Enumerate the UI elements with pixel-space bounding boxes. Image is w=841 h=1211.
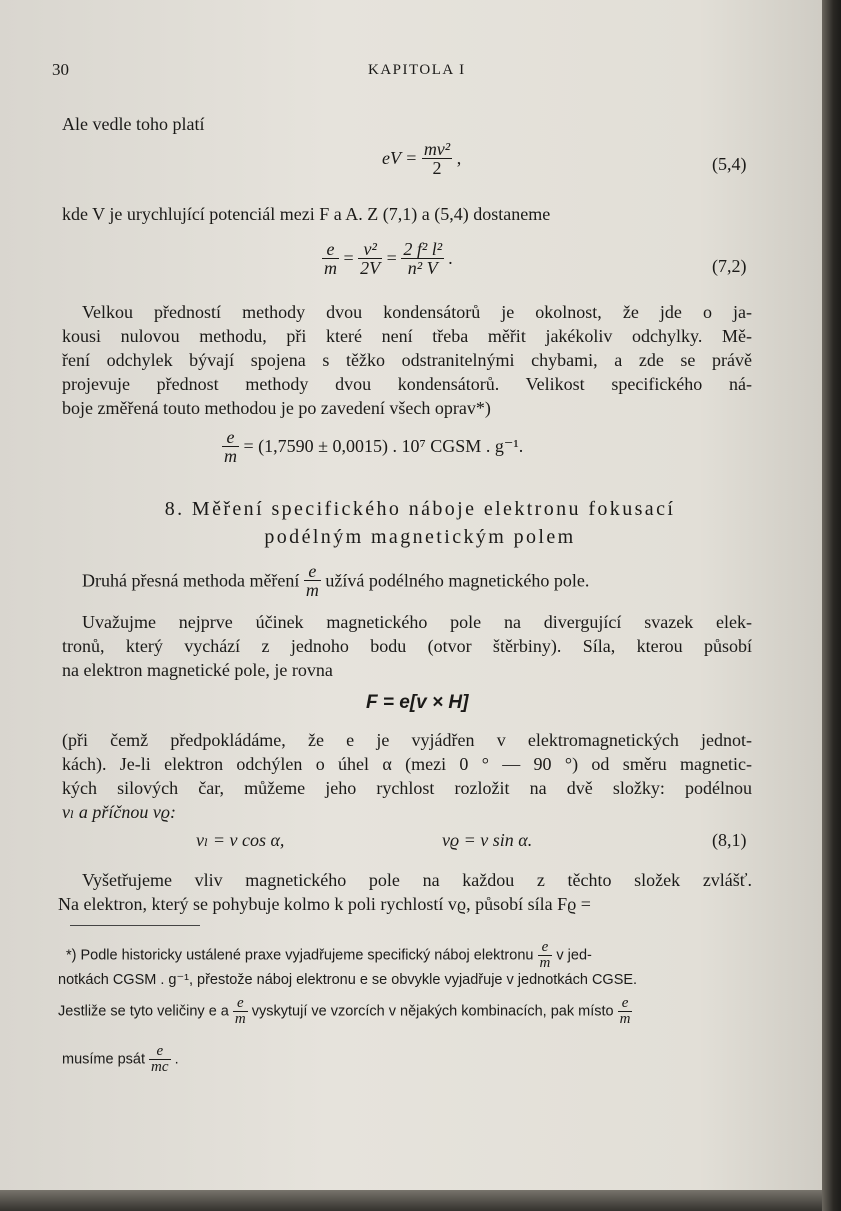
section-heading: 8. Měření specifického náboje elektronu fokusací	[164, 498, 676, 520]
fraction-numerator: 2 f² l²	[403, 239, 443, 259]
text-span: Jestliže se tyto veličiny e a	[58, 1003, 229, 1020]
paragraph-line: tronů, který vychází z jednoho bodu (otvor štěrbiny). Síla, kterou působí	[62, 636, 752, 656]
text-line: kde V je urychlující potenciál mezi F a A. Z (7,1) a (5,4) dostaneme	[62, 204, 551, 224]
running-head: KAPITOLA I	[368, 62, 466, 78]
fraction-numerator: v²	[363, 239, 377, 259]
fraction-denominator: m	[234, 1011, 246, 1027]
paragraph-line: Uvažujme nejprve účinek magnetického pole na divergující svazek elek-	[82, 612, 752, 632]
fraction-numerator: mv²	[423, 139, 451, 159]
paragraph-line: ření odchylek bývají spojena s těžko odstranitelnými chybami, a zde se právě	[62, 350, 752, 370]
eq-fraction	[222, 428, 239, 465]
eq-fraction	[538, 940, 553, 971]
fraction-numerator: e	[226, 427, 235, 447]
fraction-denominator: mc	[151, 1059, 169, 1075]
text-span: Druhá přesná methoda měření	[82, 570, 300, 591]
equation-7-2: $\frac{e}{m}$ = $\frac{\text{v²}}{2V}$ = $\frac{\text{2 f² l²}}{\text{n² V}}$ .	[324, 239, 454, 278]
eq-fraction	[304, 562, 321, 599]
equation-8-1-part: vₗ = v cos α,	[196, 830, 285, 850]
eq-fraction	[618, 996, 633, 1027]
section-heading: podélným magnetickým polem	[264, 526, 576, 548]
equation-number: (7,2)	[712, 256, 747, 276]
text-span: v jed-	[556, 947, 592, 964]
equals-sign: =	[343, 248, 354, 268]
fraction-denominator: 2	[422, 158, 452, 177]
page-number: 30	[52, 60, 69, 79]
fraction-denominator: m	[619, 1011, 631, 1027]
text-span: užívá podélného magnetického pole.	[325, 570, 590, 591]
text-line: Ale vedle toho platí	[62, 114, 205, 134]
eq-fraction	[401, 240, 444, 277]
fraction-numerator: e	[621, 995, 629, 1011]
paragraph-line	[82, 562, 589, 599]
equation-em-value	[222, 428, 523, 465]
equation-5-4	[382, 140, 461, 177]
paragraph-line: boje změřená touto methodou je po zavedení všech oprav*)	[62, 398, 491, 418]
fraction-denominator: m	[305, 580, 319, 600]
paragraph-line: (při čemž předpokládáme, že e je vyjádřen v elektromagnetických jednot-	[62, 730, 752, 750]
eq-fraction	[322, 240, 339, 277]
equation-number: (8,1)	[712, 830, 747, 850]
fraction-numerator: e	[156, 1043, 164, 1059]
paragraph-line: vₗ a příčnou vϱ:	[62, 802, 176, 822]
text-span: musíme psát	[62, 1051, 145, 1068]
fraction-denominator: m	[224, 446, 237, 466]
text-span: *) Podle historicky ustálené praxe vyjadřujeme specifický náboj elektronu	[66, 947, 534, 964]
fraction-denominator: 2V	[360, 258, 381, 278]
text-span: .	[174, 1051, 179, 1068]
footnote-rule	[70, 925, 200, 926]
equals-sign: =	[386, 248, 397, 268]
paragraph-line: na elektron magnetické pole, je rovna	[62, 660, 333, 680]
paragraph-line: Na elektron, který se pohybuje kolmo k poli rychlostí vϱ, působí síla Fϱ =	[58, 894, 591, 914]
footnote-line: notkách CGSM . g⁻¹, přestože náboj elektronu e se obvykle vyjadřuje v jednotkách CGSE.	[58, 972, 638, 988]
eq-lhs: eV =	[382, 148, 418, 168]
footnote-line	[58, 996, 632, 1027]
paragraph-line: kousi nulovou methodu, při které není třeba měřit jakékoliv odchylky. Mě-	[62, 326, 752, 346]
fraction-denominator: m	[539, 955, 551, 971]
eq-value-text: = (1,7590 ± 0,0015) . 10⁷ CGSM . g⁻¹.	[243, 436, 524, 456]
paragraph-line: kých silových čar, můžeme jeho rychlost rozložit na dvě složky: podélnou	[62, 778, 752, 798]
paragraph-line: Velkou předností methody dvou kondensátorů je okolnost, že jde o ja-	[82, 302, 752, 322]
fraction-numerator: e	[236, 995, 244, 1011]
eq-fraction	[233, 996, 248, 1027]
paragraph-line: Vyšetřujeme vliv magnetického pole na každou z těchto složek zvlášť.	[82, 870, 752, 890]
eq-fraction	[149, 1044, 171, 1075]
paragraph-line: kách). Je-li elektron odchýlen o úhel α (mezi 0 ° — 90 °) od směru magnetic-	[62, 754, 752, 774]
fraction-numerator: e	[326, 239, 335, 259]
footnote-line	[62, 1044, 179, 1075]
equation-8-1-part: vϱ = v sin α.	[442, 830, 533, 850]
force-equation: F = e[v × H]	[366, 692, 469, 713]
equation-number: (5,4)	[712, 154, 747, 174]
page-edge-shadow	[822, 0, 841, 1211]
fraction-denominator: n² V	[401, 258, 444, 277]
page-bottom-shadow	[0, 1190, 822, 1211]
fraction-numerator: e	[308, 561, 317, 581]
paragraph-line: projevuje přednost methody dvou kondensátorů. Velikost specifického ná-	[62, 374, 752, 394]
eq-fraction	[422, 140, 452, 177]
eq-fraction	[358, 240, 382, 277]
fraction-denominator: m	[324, 258, 337, 278]
footnote-line	[66, 940, 592, 971]
eq-tail: ,	[456, 148, 462, 168]
fraction-numerator: e	[541, 939, 549, 955]
text-span: vyskytují ve vzorcích v nějakých kombinacích, pak místo	[251, 1003, 614, 1020]
